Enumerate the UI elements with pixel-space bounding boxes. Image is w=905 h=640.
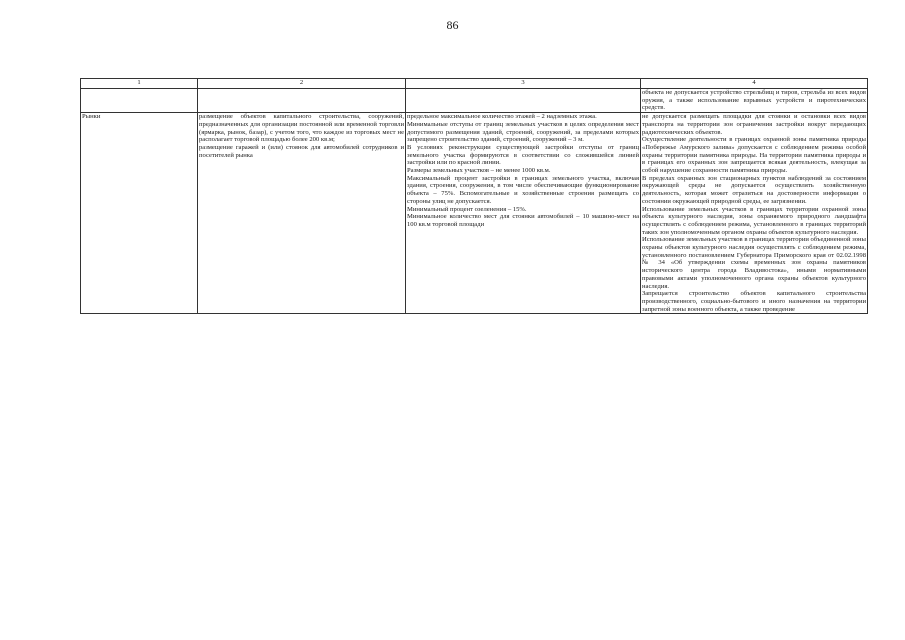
- page-number: 86: [446, 18, 459, 32]
- land-use-type: Рынки: [82, 113, 101, 121]
- permitted-use-paragraph: размещение объектов капитального строительства, сооружений, предназначенных для организации постоянной или временной торговли (ярмарка, рынок, базар), с учетом того, что каждое из торговых мест не располагает торговой площадью более 200 кв.м;: [199, 113, 404, 144]
- table-row-markets: [81, 113, 868, 314]
- zoning-table: [80, 78, 868, 314]
- parameter-paragraph: Размеры земельных участков – не менее 1000 кв.м.: [407, 167, 551, 175]
- parameter-paragraph: предельное максимальное количество этажей – 2 надземных этажа.: [407, 113, 597, 121]
- continued-cell-2: [198, 89, 406, 113]
- land-use-type-cell: [81, 113, 198, 314]
- restriction-paragraph: Осуществление деятельности в границах охранной зоны памятника природы «Побережье Амурского залива» допускается с соблюдением режима особой охраны территории памятника природы. На территории памятника природы и в границах его охранных зон запрещается всякая деятельность, влекущая за собой нарушение сохранности памятника природы.: [642, 136, 866, 175]
- parameter-paragraph: Максимальный процент застройки в границах земельного участка, включая здания, строения, сооружения, в том числе обеспечивающие функционирование объекта – 75%. Вспомогательные и хозяйственные строения размещать со стороны улиц не допускается.: [407, 174, 639, 205]
- permitted-use-paragraph: размещение гаражей и (или) стоянок для автомобилей сотрудников и посетителей рынка: [199, 143, 404, 159]
- restrictions-cell: [641, 113, 868, 314]
- parameter-paragraph: Минимальное количество мест для стоянки автомобилей – 10 машино-мест на 100 кв.м торговой площади: [407, 213, 639, 228]
- parameters-cell: [406, 113, 641, 314]
- restriction-paragraph: В пределах охранных зон стационарных пунктов наблюдений за состоянием окружающей среды не допускается осуществлять хозяйственную деятельность, которая может отразиться на достоверности информации о состоянии окружающей природной среды, ее загрязнении.: [642, 174, 866, 205]
- continued-cell-1: [81, 89, 198, 113]
- restriction-paragraph: не допускается размещать площадки для стоянки и остановки всех видов транспорта на территории зон ограничения застройки вокруг передающих радиотехнических объектов.: [642, 113, 866, 136]
- continued-cell-4: [641, 89, 868, 113]
- permitted-use-cell: [198, 113, 406, 314]
- column-header-3: 3: [406, 79, 641, 89]
- restriction-paragraph: Запрещается строительство объектов капитального строительства производственного, социально-бытового и иного назначения на территории запретной зоны военного объекта, а также проведение: [642, 290, 866, 313]
- parameter-paragraph: Минимальный процент озеленения – 15%.: [407, 205, 527, 213]
- restriction-paragraph: Использование земельных участков в границах территории объединенной зоны охраны объектов культурного наследия осуществлять с соблюдением режима, установленного постановлением Губернатора Приморского края от 02.02.1998 № 34 «Об утверждении схемы временных зон охраны памятников исторического центра города Владивостока», иными нормативными правовыми актами уполномоченного органа охраны объектов культурного наследия.: [642, 236, 866, 290]
- column-header-4: 4: [641, 79, 868, 89]
- parameter-paragraph: Минимальные отступы от границ земельных участков в целях определения мест допустимого размещения зданий, строений, сооружений, за пределами которых запрещено строительство зданий, строений, сооружений – 3 м.: [407, 120, 639, 144]
- table-header-row: [81, 79, 868, 89]
- restriction-paragraph: Использование земельных участков в границах территории охранной зоны объекта культурного наследия, зоны охраняемого природного ландшафта осуществлять с соблюдением режима, установленного в границах территорий таких зон уполномоченным органом охраны объектов культурного наследия.: [642, 205, 866, 236]
- table-row-continued: [81, 89, 868, 113]
- continued-restriction-text: объекта не допускается устройство стрельбищ и тиров, стрельба из всех видов оружия, а также использование взрывных устройств и пиротехнических средств.: [642, 89, 866, 112]
- continued-cell-3: [406, 89, 641, 113]
- column-header-1: 1: [81, 79, 198, 89]
- parameter-paragraph: В условиях реконструкции существующей застройки отступы от границ земельного участка формируются в соответствии со сложившейся линией застройки или по красной линии.: [407, 143, 639, 167]
- column-header-2: 2: [198, 79, 406, 89]
